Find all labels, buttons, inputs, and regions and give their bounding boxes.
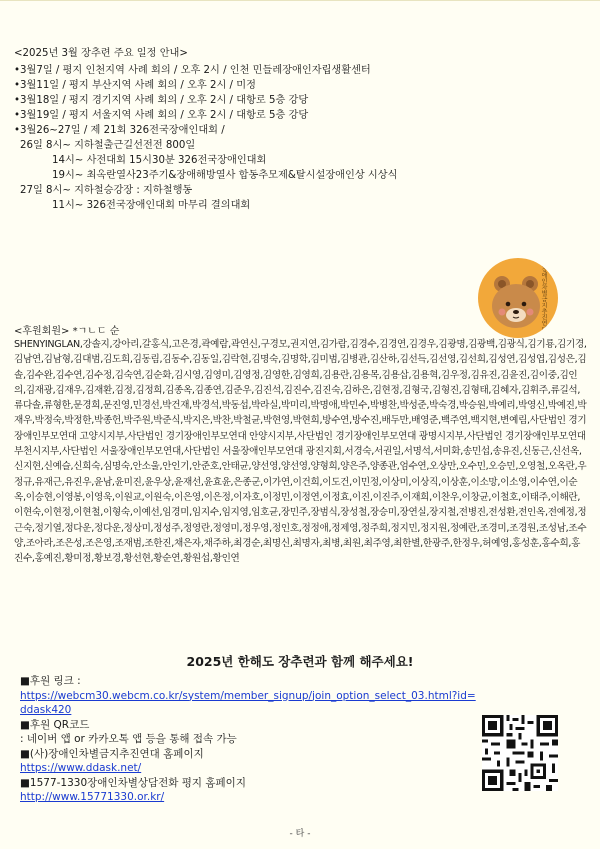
sponsor-names: SHENYINGLAN,강솔지,강아리,갈홍식,고은경,곽예람,곽연신,구경모,권지연,김가람,김경수,김경연,김경우,김광명,김광백,김광식,김기룡,김기경,김남연,김남형,김대범,김도희,김동림,김동수,김동일,김락현,김명숙,김명학,김미범,김병관,김산하,김선득,김선영,김선희,김성연,김성엽,김성은,김솔,김수완,김수연,김수정,김숙연,김순화,김시영,김영미,김영정,김영한,김영희,김용란,김용목,김용삽,김용혁,김우정,김유진,김윤진,김이중,김인의,김재광,김재우,김재환,김정,김정희,김종옥,김종연,김준우,김진석,김진수,김진숙,김하은,김현정,김형국,김형진,김형태,김혜자,김휘주,류길석,류다솔,류형한,문경희,문진영,민경선,박건재,박경석,박동섭,박라실,박미리,박명애,박민수,박병찬,박성준,박숙경,박승원,박예리,박영신,박예진,박재우,박정숙,박정한,박종헌,박주원,박준식,박지은,박찬,박철균,박현영,박현희,방수연,방수진,배두만,배영준,백주연,백지현,변예림,사단법인 경기장애인부모연대 고양시지부,사단법인 경기장애인부모연대 안양시지부,사단법인 경기장애인부모연대 광명시지부,사단법인 경기장애인부모연대 부천시지부,사단법인 서울장애인부모연대,사단법인 서울장애인부모연대 광진지회,서경숙,서권일,서명석,서미화,송민섭,송유진,신동근,신선옥,신지현,신예슬,신희숙,심명숙,안소울,안인기,안준호,안태균,양선영,양선영,양형희,양은주,양종관,엄수연,오상만,오수민,오승민,오영철,오옥란,우정규,유재근,유진우,윤남,윤미진,윤우상,윤재선,윤효윤,은종군,이가연,이건희,이도건,이민정,이상미,이상직,이상훈,이소망,이소영,이수연,이순옥,이승현,이영봉,이영욱,이원교,이원숙,이은영,이은정,이자호,이정민,이정연,이정효,이진,이진주,이재희,이찬우,이창균,이철호,이태주,이해란,이현숙,이현정,이현철,이형숙,이예선,임경미,임지수,임지영,임호균,장민주,장범식,장성철,장승미,장연실,장지철,전병진,전성환,전인옥,전예정,정근숙,정기열,정다운,정다운,정상미,정성주,정영란,정영미,정우영,정인호,정정애,정제영,정주희,정지민,정지원,정예란,조경미,조경원,조성남,조수양,조아라,조은성,조은영,조재범,조한진,채은자,채주하,최경순,최명신,최명자,최병,최원,최주영,최한별,한광주,한정우,허예영,홍성훈,홍수희,홍진수,홍예진,황미정,황보경,황선현,황순연,황원섭,황인연 xyxy=(14,339,587,565)
organization-logo xyxy=(478,258,558,338)
homepage-link[interactable]: https://www.ddask.net/ xyxy=(20,762,142,774)
day26-row xyxy=(14,138,586,153)
qr-description: : 네이버 앱 or 카카오톡 앱 등을 통해 접속 가능 xyxy=(20,733,237,745)
schedule-item: •3월18일 / 평지 경기지역 사례 회의 / 오후 2시 / 대항로 5층 강당 xyxy=(14,95,309,106)
homepage-label: ■(사)장애인차별금지추진연대 홈페이지 xyxy=(20,747,204,760)
hotline-link[interactable]: http://www.15771330.or.kr/ xyxy=(20,791,165,803)
day26-label: 26일 xyxy=(20,140,43,151)
qr-label: ■후원 QR코드 xyxy=(20,718,90,731)
hotline-label: ■1577-1330장애인차별상담전화 평지 홈페이지 xyxy=(20,776,246,789)
logo-text: 장애인차별금지추진연대 xyxy=(540,266,547,332)
schedule-title: <2025년 3월 장추련 주요 일정 안내> xyxy=(14,48,188,59)
schedule-item: •3월7일 / 평지 인천지역 사례 회의 / 오후 2시 / 인천 민들레장애인자립생활센터 xyxy=(14,65,371,76)
qr-code-icon[interactable] xyxy=(482,715,558,791)
day26-event: 14시~ 사전대회 15시30분 326전국장애인대회 xyxy=(52,155,267,166)
day27-event: 8시~ 지하철승강장 : 지하철행동 xyxy=(46,185,193,196)
schedule-section xyxy=(14,46,586,213)
sponsor-link-label: ■후원 링크 : xyxy=(20,675,81,687)
top-rule xyxy=(0,0,600,1)
schedule-item: •3월19일 / 평지 서울지역 사례 회의 / 오후 2시 / 대항로 5층 강당 xyxy=(14,110,309,121)
links-section xyxy=(20,674,480,805)
day27-label: 27일 xyxy=(20,185,43,196)
day26-event: 19시~ 최옥란열사23주기&장애해방열사 합동추모제&탈시설장애인상 시상식 xyxy=(52,170,398,181)
page-number: - 타 - xyxy=(289,829,311,839)
sponsor-link[interactable]: https://webcm30.webcm.co.kr/system/member_signup/join_option_select_03.html?id=ddask420 xyxy=(20,689,476,716)
day26-event: 8시~ 지하철출근길선전전 800일 xyxy=(46,140,196,151)
schedule-item: •3월11일 / 평지 부산지역 사례 회의 / 오후 2시 / 미정 xyxy=(14,80,256,91)
sponsor-title: <후원회원> *ㄱㄴㄷ 순 xyxy=(14,326,120,337)
day27-row xyxy=(14,183,586,198)
schedule-item: •3월26~27일 / 제 21회 326전국장애인대회 / xyxy=(14,125,225,136)
thanks-heading: 2025년 한해도 장추련과 함께 해주세요! xyxy=(186,654,414,669)
day27-event: 11시~ 326전국장애인대회 마무리 결의대회 xyxy=(52,200,251,211)
